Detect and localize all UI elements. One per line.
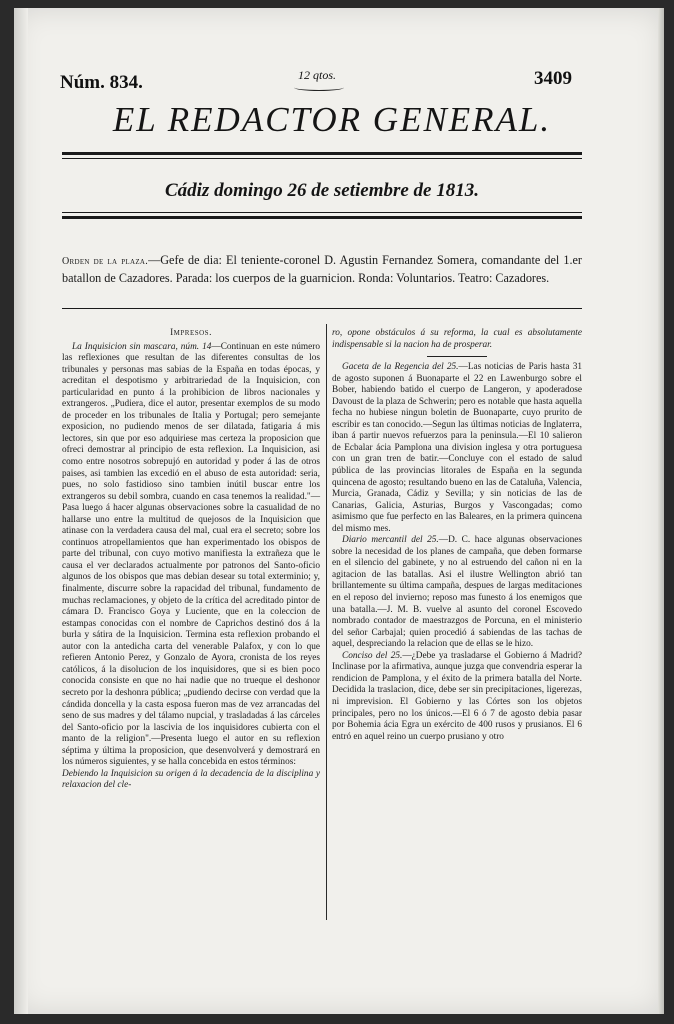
column-divider — [326, 324, 327, 920]
inquisicion-proposition: Debiendo la Inquisicion su origen á la decadencia de la disciplina y relaxacion del cle- — [62, 768, 320, 791]
title-rule-thick — [62, 152, 582, 155]
inquisicion-title: La Inquisicion sin mascara, núm. 14 — [72, 341, 212, 352]
gaceta-title: Gaceta de la Regencia del 25. — [342, 362, 459, 373]
proposition-continuation: ro, opone obstáculos á su reforma, la cual es absolutamente indispensable si la nacion ha de prosperar. — [332, 328, 582, 350]
newspaper-page — [14, 8, 664, 1014]
orden-de-la-plaza — [62, 252, 582, 286]
title-rule-thin — [62, 158, 582, 159]
gaceta-body: —Las noticias de Paris hasta 31 de agosto suponen á Buonaparte el 22 en Lawenburgo sobre el Bober, habiendo batido el cuerpo de Langeron, y apoderadose Davoust de la plaza de Schwerin; pero es notable que hasta aquella fecha no hubiese ningun boletin de Buonaparte, cuyo prurito de escribir es tan conocido.—Segun las últimas noticias de Inglaterra, iban á partir nuevos refuerzos para la peninsula.—El 10 salieron de Ecbalar ácia Pamplona una division inglesa y otra portuguesa con un gran tren de batir.—Concluye con el estado de salud pública de las provincias litorales de España en la segunda quincena de agosto; resultando bueno en las de Cataluña, Valencia, Murcia, Granada, Cádiz y Sevilla; y sin noticias de las de Canarias, Galicia, Asturias, Burgos y Vascongadas; como asimismo que fue perfecto en las Baleares, en la primera quincena del mismo mes. — [332, 362, 583, 534]
right-column — [332, 328, 582, 743]
page-edge — [658, 8, 664, 1014]
date-rule-thick — [62, 216, 582, 219]
orden-text: —Gefe de dia: El teniente-coronel D. Agustin Fernandez Somera, comandante del 1.er batallon de Cazadores. Parada: los cuerpos de la guarnicion. Ronda: Voluntarios. Teatro: Cazadores. — [62, 253, 582, 285]
issue-price: 12 qtos. — [298, 68, 337, 82]
orden-label: Orden de la plaza. — [62, 256, 149, 267]
page-number: 3409 — [534, 68, 572, 89]
price-flourish — [294, 84, 344, 91]
diario-title: Diario mercantil del 25. — [342, 535, 439, 546]
newspaper-title: EL REDACTOR GENERAL. — [112, 100, 552, 139]
conciso-article — [332, 651, 582, 743]
diario-article — [332, 535, 582, 650]
impresos-heading: Impresos. — [170, 328, 212, 338]
left-column — [62, 328, 320, 792]
conciso-body: —¿Debe ya trasladarse el Gobierno á Madrid? Inclinase por la afirmativa, aunque juzga que convendria esperar la rendicion de Pamplona, y el éxito de la primera batalla del Norte. Decidida la traslacion, dice, debe ser sin precipitaciones, ligerezas, ni imprevision. El Gobierno y las Córtes son los objetos principales, pero no los únicos.—El 6 ó 7 de agosto debia pasar por Bohemia ácia Egra un exército de 400 rusos y prusianos. El 6 entró en aquel reino un cuerpo prusiano y otro — [332, 650, 582, 742]
short-rule — [427, 356, 487, 357]
conciso-title: Conciso del 25. — [342, 650, 403, 661]
inquisicion-body: —Continuan en este número las reflexiones que resultan de las diferentes consultas de los tribunales y personas mas sabias de la España en todas épocas, y acreditan el despotismo y arbitrariedad de la Inquisicion, con particularidad en punto á la prohibicion de libros nacionales y extrangeros. „Pudiera, dice el autor, presentar exemplos de su modo de proceder en los tribunales de Italia y Portugal; pero semejante exposicion, no pudiendo menos de ser dilatada, fatigaria á mis lectores, sin que por eso adquiriese mas certeza la proposicion que ofreci demostrar al principio de esta reflexion. La Inquisicion, asi como entre nosotros sobrepujó en autoridad y poder á las de otros paises, asi tambien las excedió en el abuso de esta autoridad: seria, pues, no solo fastidioso sino tambien inútil buscar entre los extrangeros su debil sombra, cuando en casa tenemos la realidad."—Pasa luego á hacer algunas observaciones sobre la casualidad de no hallarse uno entre la multitud de quejosos de la Inquisicion que atinase con la verdadera causa del mal, cual era el secreto; sobre los continuos atropellamientos que han experimentado los obispos de parte del tribunal, con cuyo motivo manifiesta la extrañeza que le causa el ver declarados actualmente por patronos del Santo-oficio algunos de los obispos que mas debian desear su total exterminio; y, finalmente, discurre sobre la rapacidad del tribunal, fundamento de muchas reclamaciones, y objeto de la crítica del acreditado pintor de cámara D. Francisco Goya y Luciente, que en la coleccion de estampas conocidas con el nombre de Caprichos destinó dos á la burla y sátira de la Inquisicion. Termina esta reflexion probando el autor con la antedicha carta del venerable Palafox, y con lo que refieren Antonio Perez, y Gonzalo de Ayora, cronista de los reyes católicos, á la disolucion de los inquisidores, que si es bien poco conocida consiste en que no hai nadie que no trueque el deshonor secreto por la deshonra pública; „pudiendo decirse con verdad que la cándida doncella y la casta esposa fueron mas de vez arrancadas del seno de sus madres y del tálamo nupcial, y trasladadas á las cárceles del Santo-oficio por la lascivia de los inquisidores cubierta con el manto de la religion".—Presenta luego el autor en su reflexion séptima y última la proposicion, que desenvolverá y demostrará en los números siguientes, y se halla concebida en estos términos: — [62, 341, 320, 768]
gaceta-article — [332, 362, 582, 535]
section-rule — [62, 308, 582, 309]
date-rule-thin — [62, 212, 582, 213]
inquisicion-article — [62, 342, 320, 769]
page-gutter — [14, 8, 28, 1014]
issue-number: Núm. 834. — [60, 72, 143, 93]
diario-body: —D. C. hace algunas observaciones sobre la necesidad de los planes de campaña, que deben formarse en el silencio del gabinete, y no al estruendo del cañon ni en la agitacion de las batallas. Asi el ilustre Wellington abrió tan brillantemente su última campaña, despues de largas meditaciones en el reposo del invierno; reposo mas funesto á los enemigos que una batalla.—J. M. B. vuelve al asunto del coronel Escovedo nombrado contador de maestrazgos de Porcuna, en el ministerio del señor Carbajal; quien procedió á sabiendas de las tachas de aquel, despreciando la relacion que de ellas se le hizo. — [332, 535, 582, 650]
dateline: Cádiz domingo 26 de setiembre de 1813. — [164, 180, 479, 201]
